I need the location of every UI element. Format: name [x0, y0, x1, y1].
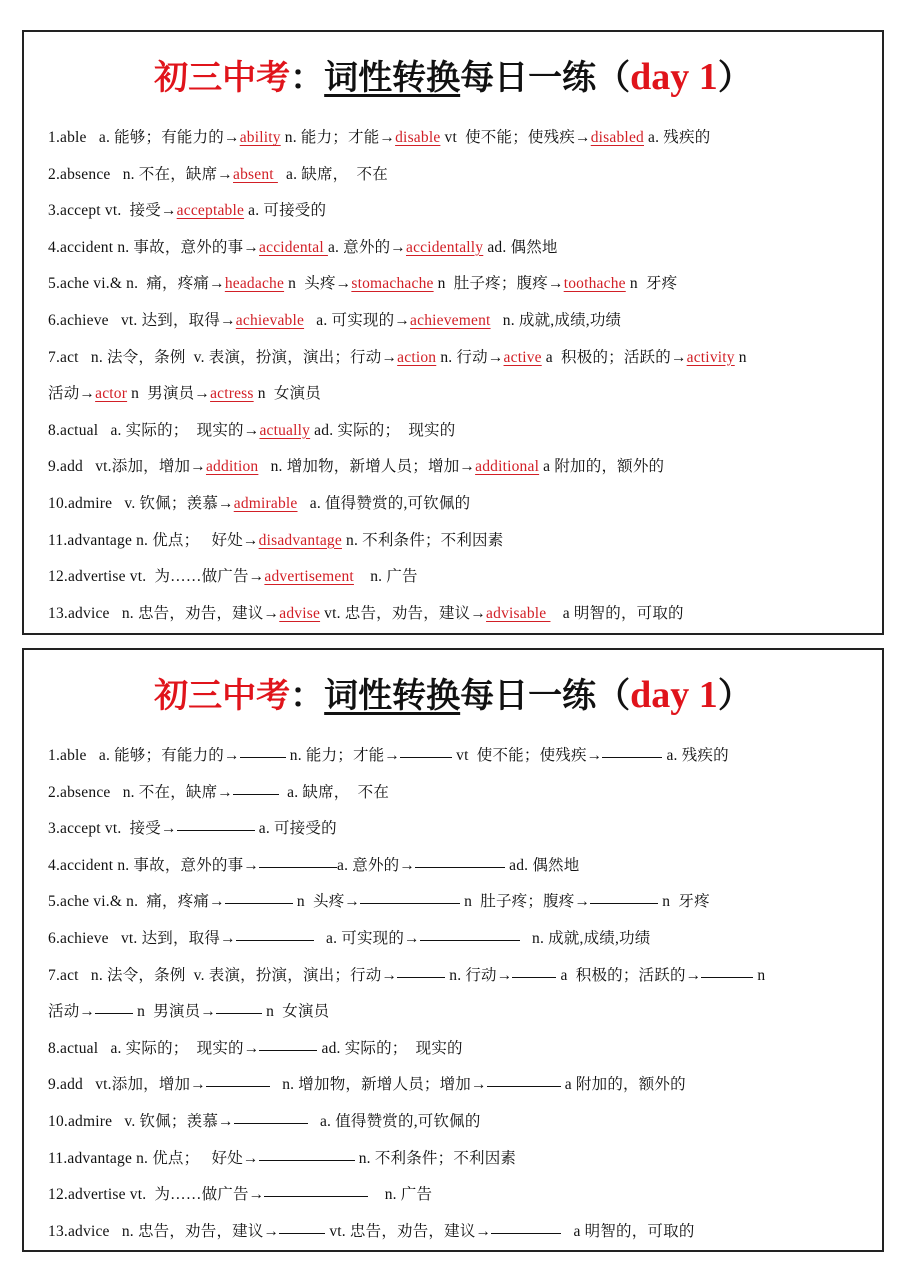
vocab-text: n 牙疼: [658, 893, 710, 911]
vocab-text: n. 能力；才能→: [280, 129, 396, 146]
answer-word: disabled: [590, 129, 644, 146]
vocab-line: [48, 120, 868, 157]
vocab-text: n 头疼→: [284, 275, 352, 293]
answer-word: actually: [259, 421, 311, 439]
answer-word: disable: [395, 129, 441, 146]
vocab-text: a. 可实现的→: [304, 311, 411, 329]
title-topic: 词性转换: [324, 676, 461, 716]
vocab-text: 9.add vt.添加，增加→: [48, 1076, 206, 1094]
vocab-line: [48, 1214, 868, 1251]
vocab-line: [48, 303, 868, 340]
answer-word: addition: [205, 458, 259, 476]
vocab-text: a. 缺席， 不在: [277, 165, 388, 183]
title-topic: 词性转换: [324, 58, 461, 98]
vocab-text: a. 可接受的: [254, 820, 337, 838]
vocab-line: [48, 1141, 868, 1178]
answer-blank[interactable]: [177, 829, 255, 831]
vocab-text: 7.act n. 法令，条例 v. 表演，扮演，演出；行动→: [48, 348, 398, 366]
vocab-text: 2.absence n. 不在，缺席→: [48, 165, 234, 183]
vocab-text: 4.accident n. 事故，意外的事→: [48, 238, 260, 256]
vocab-line: [48, 559, 868, 596]
vocab-line: [48, 1067, 868, 1104]
answer-blank[interactable]: [259, 1159, 355, 1161]
answer-word: acceptable: [176, 202, 245, 220]
vocab-text: 8.actual a. 实际的； 现实的→: [48, 1039, 260, 1057]
vocab-text: 4.accident n. 事故，意外的事→: [48, 856, 260, 874]
vocab-text: ad. 实际的； 现实的: [317, 1039, 463, 1057]
vocab-text: 12.advertise vt. 为……做广告→: [48, 1186, 265, 1204]
vocab-text: 6.achieve vt. 达到，取得→: [48, 311, 236, 329]
title-colon: ：: [290, 58, 325, 98]
answer-word: disadvantage: [258, 531, 342, 549]
answer-word: active: [503, 348, 542, 366]
vocab-text: a. 残疾的: [643, 129, 711, 146]
title-close: ）: [717, 58, 752, 98]
vocab-text: ad. 实际的； 现实的: [310, 421, 456, 439]
answer-word: action: [397, 348, 437, 366]
answer-blank[interactable]: [216, 1012, 262, 1014]
title-close: ）: [717, 676, 752, 716]
vocab-text: 13.advice n. 忠告，劝告，建议→: [48, 604, 280, 622]
vocab-line: [48, 1031, 868, 1068]
vocab-text: a 明智的，可取的: [561, 1222, 695, 1240]
vocab-text: a. 缺席， 不在: [279, 783, 390, 801]
vocab-text: a. 值得赞赏的,可钦佩的: [307, 1112, 481, 1130]
vocab-text: a 附加的，额外的: [560, 1076, 686, 1094]
vocab-text: n 牙疼: [625, 275, 678, 293]
vocab-text: n: [753, 966, 766, 984]
vocab-text: ad. 偶然地: [483, 238, 558, 256]
vocab-text: a. 意外的→: [337, 856, 416, 874]
answer-blank[interactable]: [602, 756, 662, 758]
title-exam-label: 初三中考: [154, 58, 291, 98]
answer-word: absent: [233, 165, 278, 183]
vocab-text: 活动→: [48, 385, 96, 403]
answer-word: advise: [279, 604, 321, 622]
vocab-text: n: [734, 348, 747, 366]
vocab-text: n 肚子疼；腹疼→: [433, 275, 564, 293]
vocab-text: n. 增加物，新增人员；增加→: [258, 458, 476, 476]
title-daily: 每日一练（: [460, 676, 631, 716]
vocab-line: [48, 230, 868, 267]
vocab-text: 6.achieve vt. 达到，取得→: [48, 929, 236, 947]
vocab-text: n 男演员→: [133, 1003, 217, 1021]
vocab-line: [48, 449, 868, 486]
vocab-text: 2.absence n. 不在，缺席→: [48, 783, 234, 801]
practice-sheet: [22, 648, 884, 1252]
answer-blank[interactable]: [206, 1085, 270, 1087]
vocab-text: n. 不利条件；不利因素: [354, 1149, 517, 1167]
vocab-text: n. 增加物，新增人员；增加→: [269, 1076, 487, 1094]
vocab-text: 3.accept vt. 接受→: [48, 202, 177, 220]
answer-word: stomachache: [351, 275, 434, 293]
vocab-text: 12.advertise vt. 为……做广告→: [48, 568, 265, 586]
sheet-title: [24, 668, 882, 722]
vocab-text: a. 可接受的: [244, 202, 327, 220]
title-exam-label: 初三中考: [154, 676, 291, 716]
vocab-list: [48, 120, 868, 632]
vocab-text: 8.actual a. 实际的； 现实的→: [48, 421, 260, 439]
title-daily: 每日一练（: [460, 58, 631, 98]
sheet-title: [24, 50, 882, 104]
vocab-text: n 肚子疼；腹疼→: [460, 893, 591, 911]
answer-word: admirable: [233, 494, 298, 512]
vocab-text: n 男演员→: [127, 385, 211, 403]
vocab-line: [48, 266, 868, 303]
answer-word: actress: [210, 385, 254, 403]
vocab-text: 1.able a. 能够；有能力的→: [48, 129, 240, 146]
vocab-text: 7.act n. 法令，条例 v. 表演，扮演，演出；行动→: [48, 966, 398, 984]
answer-word: advisable: [486, 604, 551, 622]
answer-blank[interactable]: [264, 1195, 368, 1197]
vocab-text: ad. 偶然地: [505, 856, 580, 874]
vocab-text: 5.ache vi.& n. 痛，疼痛→: [48, 275, 225, 293]
answer-word: additional: [475, 458, 540, 476]
vocab-text: vt. 忠告，劝告，建议→: [325, 1222, 492, 1240]
answer-word: toothache: [563, 275, 626, 293]
title-colon: ：: [290, 676, 325, 716]
vocab-line: [48, 1104, 868, 1141]
vocab-text: 13.advice n. 忠告，劝告，建议→: [48, 1222, 280, 1240]
answer-blank[interactable]: [397, 976, 445, 978]
vocab-line: [48, 738, 868, 775]
vocab-text: n. 成就,成绩,功绩: [490, 311, 622, 329]
answer-blank[interactable]: [701, 976, 753, 978]
vocab-line: [48, 921, 868, 958]
answer-blank[interactable]: [415, 866, 505, 868]
answer-blank[interactable]: [240, 756, 286, 758]
vocab-text: n. 能力；才能→: [285, 747, 401, 764]
vocab-text: a. 残疾的: [662, 747, 729, 764]
answer-blank[interactable]: [491, 1232, 561, 1234]
answer-word: accidentally: [405, 238, 484, 256]
vocab-line: [48, 157, 868, 194]
answer-blank[interactable]: [279, 1232, 325, 1234]
answer-blank[interactable]: [590, 902, 658, 904]
vocab-line: [48, 775, 868, 812]
answer-word: actor: [95, 385, 128, 403]
vocab-text: n. 不利条件；不利因素: [341, 531, 504, 549]
vocab-line: [48, 340, 868, 377]
vocab-text: vt. 忠告，劝告，建议→: [320, 604, 487, 622]
vocab-text: n. 行动→: [436, 348, 504, 366]
vocab-text: 1.able a. 能够；有能力的→: [48, 747, 240, 764]
vocab-list: [48, 738, 868, 1250]
answer-blank[interactable]: [225, 902, 293, 904]
answer-word: ability: [239, 129, 281, 146]
vocab-line: [48, 1177, 868, 1214]
answer-blank[interactable]: [234, 1122, 308, 1124]
answer-blank[interactable]: [233, 793, 279, 795]
answer-word: activity: [686, 348, 735, 366]
vocab-line: [48, 596, 868, 633]
vocab-text: 9.add vt.添加，增加→: [48, 458, 206, 476]
answer-blank[interactable]: [95, 1012, 133, 1014]
vocab-text: 10.admire v. 钦佩；羡慕→: [48, 1112, 234, 1130]
answer-blank[interactable]: [512, 976, 556, 978]
answer-sheet: [22, 30, 884, 635]
vocab-text: n 头疼→: [292, 893, 361, 911]
vocab-text: 5.ache vi.& n. 痛，疼痛→: [48, 893, 225, 911]
vocab-text: a 积极的；活跃的→: [541, 348, 687, 366]
answer-blank[interactable]: [360, 902, 460, 904]
vocab-text: 3.accept vt. 接受→: [48, 820, 177, 838]
vocab-line: [48, 193, 868, 230]
answer-blank[interactable]: [259, 1049, 317, 1051]
vocab-text: a 明智的，可取的: [550, 604, 684, 622]
vocab-text: n 女演员: [253, 385, 321, 403]
vocab-text: a. 值得赞赏的,可钦佩的: [297, 494, 471, 512]
title-day: day 1: [630, 56, 718, 98]
answer-blank[interactable]: [259, 866, 337, 868]
vocab-text: vt 使不能；使残疾→: [452, 747, 603, 764]
answer-blank[interactable]: [487, 1085, 561, 1087]
title-day: day 1: [630, 674, 718, 716]
vocab-text: n 女演员: [262, 1003, 330, 1021]
answer-word: accidental: [259, 238, 328, 256]
vocab-text: a 附加的，额外的: [539, 458, 665, 476]
vocab-line: [48, 486, 868, 523]
vocab-text: 11.advantage n. 优点； 好处→: [48, 1149, 259, 1167]
vocab-line: [48, 523, 868, 560]
answer-blank[interactable]: [420, 939, 520, 941]
vocab-text: a. 可实现的→: [313, 929, 420, 947]
vocab-text: vt 使不能；使残疾→: [440, 129, 591, 146]
vocab-line: [48, 958, 868, 995]
vocab-text: n. 行动→: [445, 966, 513, 984]
vocab-text: 11.advantage n. 优点； 好处→: [48, 531, 259, 549]
answer-word: advertisement: [264, 568, 354, 586]
answer-word: achievement: [410, 311, 491, 329]
vocab-line: [48, 884, 868, 921]
answer-blank[interactable]: [236, 939, 314, 941]
vocab-text: a 积极的；活跃的→: [556, 966, 702, 984]
vocab-text: n. 广告: [353, 568, 418, 586]
answer-word: achievable: [235, 311, 305, 329]
vocab-line: [48, 811, 868, 848]
answer-word: headache: [224, 275, 285, 293]
vocab-text: n. 广告: [368, 1186, 433, 1204]
vocab-line: [48, 413, 868, 450]
vocab-line: [48, 376, 868, 413]
vocab-text: a. 意外的→: [327, 238, 406, 256]
vocab-line: [48, 994, 868, 1031]
vocab-text: 活动→: [48, 1003, 96, 1021]
vocab-text: 10.admire v. 钦佩；羡慕→: [48, 494, 234, 512]
vocab-text: n. 成就,成绩,功绩: [519, 929, 651, 947]
vocab-line: [48, 848, 868, 885]
answer-blank[interactable]: [400, 756, 452, 758]
